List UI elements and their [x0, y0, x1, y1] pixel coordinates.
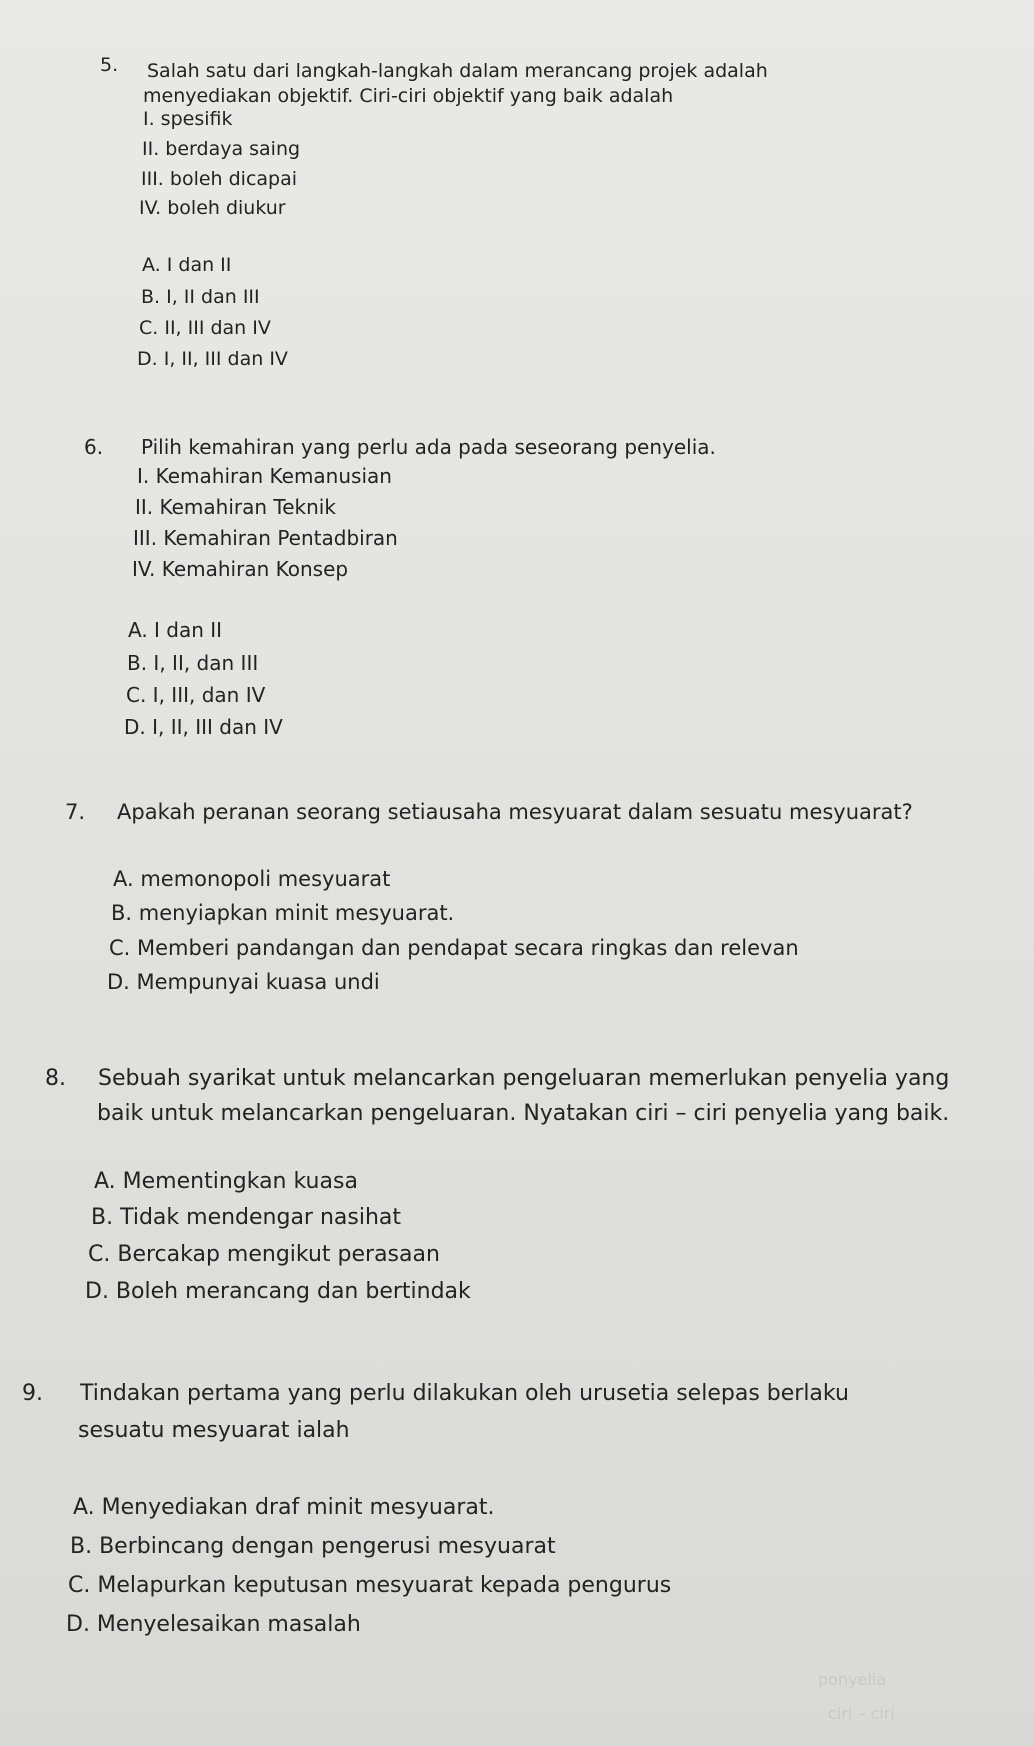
- answer-option: B. Tidak mendengar nasihat: [91, 1205, 402, 1230]
- question-stem-line: Pilih kemahiran yang perlu ada pada seseorang penyelia.: [141, 435, 716, 459]
- answer-option: D. Mempunyai kuasa undi: [107, 970, 380, 994]
- question-number: 8.: [45, 1066, 66, 1091]
- question-stem-line: sesuatu mesyuarat ialah: [78, 1418, 350, 1443]
- roman-item: II. Kemahiran Teknik: [135, 495, 336, 519]
- bleed-through-text: ciri – ciri: [828, 1704, 895, 1723]
- answer-option: D. Menyelesaikan masalah: [66, 1612, 361, 1637]
- roman-item: III. boleh dicapai: [141, 168, 298, 190]
- answer-option: C. I, III, dan IV: [126, 683, 266, 707]
- question-stem-line: Tindakan pertama yang perlu dilakukan oleh urusetia selepas berlaku: [80, 1381, 849, 1406]
- answer-option: A. Mementingkan kuasa: [94, 1169, 358, 1194]
- answer-option: A. I dan II: [128, 618, 223, 642]
- question-number: 6.: [84, 435, 104, 459]
- answer-option: B. I, II, dan III: [127, 651, 259, 675]
- answer-option: D. I, II, III dan IV: [124, 715, 283, 739]
- answer-option: D. Boleh merancang dan bertindak: [85, 1279, 471, 1304]
- question-stem-line: Sebuah syarikat untuk melancarkan pengeluaran memerlukan penyelia yang: [98, 1066, 950, 1091]
- roman-item: I. Kemahiran Kemanusian: [137, 464, 392, 488]
- question-number: 7.: [65, 800, 86, 824]
- roman-item: IV. Kemahiran Konsep: [132, 557, 349, 581]
- answer-option: B. I, II dan III: [141, 286, 260, 308]
- answer-option: A. Menyediakan draf minit mesyuarat.: [73, 1495, 495, 1520]
- question-number: 5.: [100, 54, 119, 76]
- bleed-through-text: ponyelia: [818, 1670, 887, 1689]
- roman-item: III. Kemahiran Pentadbiran: [133, 526, 398, 550]
- answer-option: C. Memberi pandangan dan pendapat secara ringkas dan relevan: [109, 936, 799, 960]
- question-stem-line: Apakah peranan seorang setiausaha mesyuarat dalam sesuatu mesyuarat?: [117, 800, 913, 824]
- question-stem-line: menyediakan objektif. Ciri-ciri objektif yang baik adalah: [143, 85, 674, 107]
- answer-option: A. I dan II: [142, 254, 232, 276]
- answer-option: C. Melapurkan keputusan mesyuarat kepada pengurus: [68, 1573, 672, 1598]
- roman-item: IV. boleh diukur: [139, 197, 286, 219]
- answer-option: B. menyiapkan minit mesyuarat.: [111, 901, 455, 925]
- answer-option: C. Bercakap mengikut perasaan: [88, 1242, 440, 1267]
- answer-option: B. Berbincang dengan pengerusi mesyuarat: [70, 1534, 556, 1559]
- roman-item: I. spesifik: [143, 108, 233, 130]
- question-number: 9.: [22, 1381, 43, 1406]
- answer-option: D. I, II, III dan IV: [137, 348, 288, 370]
- answer-option: A. memonopoli mesyuarat: [113, 867, 391, 891]
- question-stem-line: baik untuk melancarkan pengeluaran. Nyatakan ciri – ciri penyelia yang baik.: [97, 1101, 950, 1126]
- roman-item: II. berdaya saing: [142, 138, 301, 160]
- question-stem-line: Salah satu dari langkah-langkah dalam merancang projek adalah: [147, 60, 768, 82]
- answer-option: C. II, III dan IV: [139, 317, 271, 339]
